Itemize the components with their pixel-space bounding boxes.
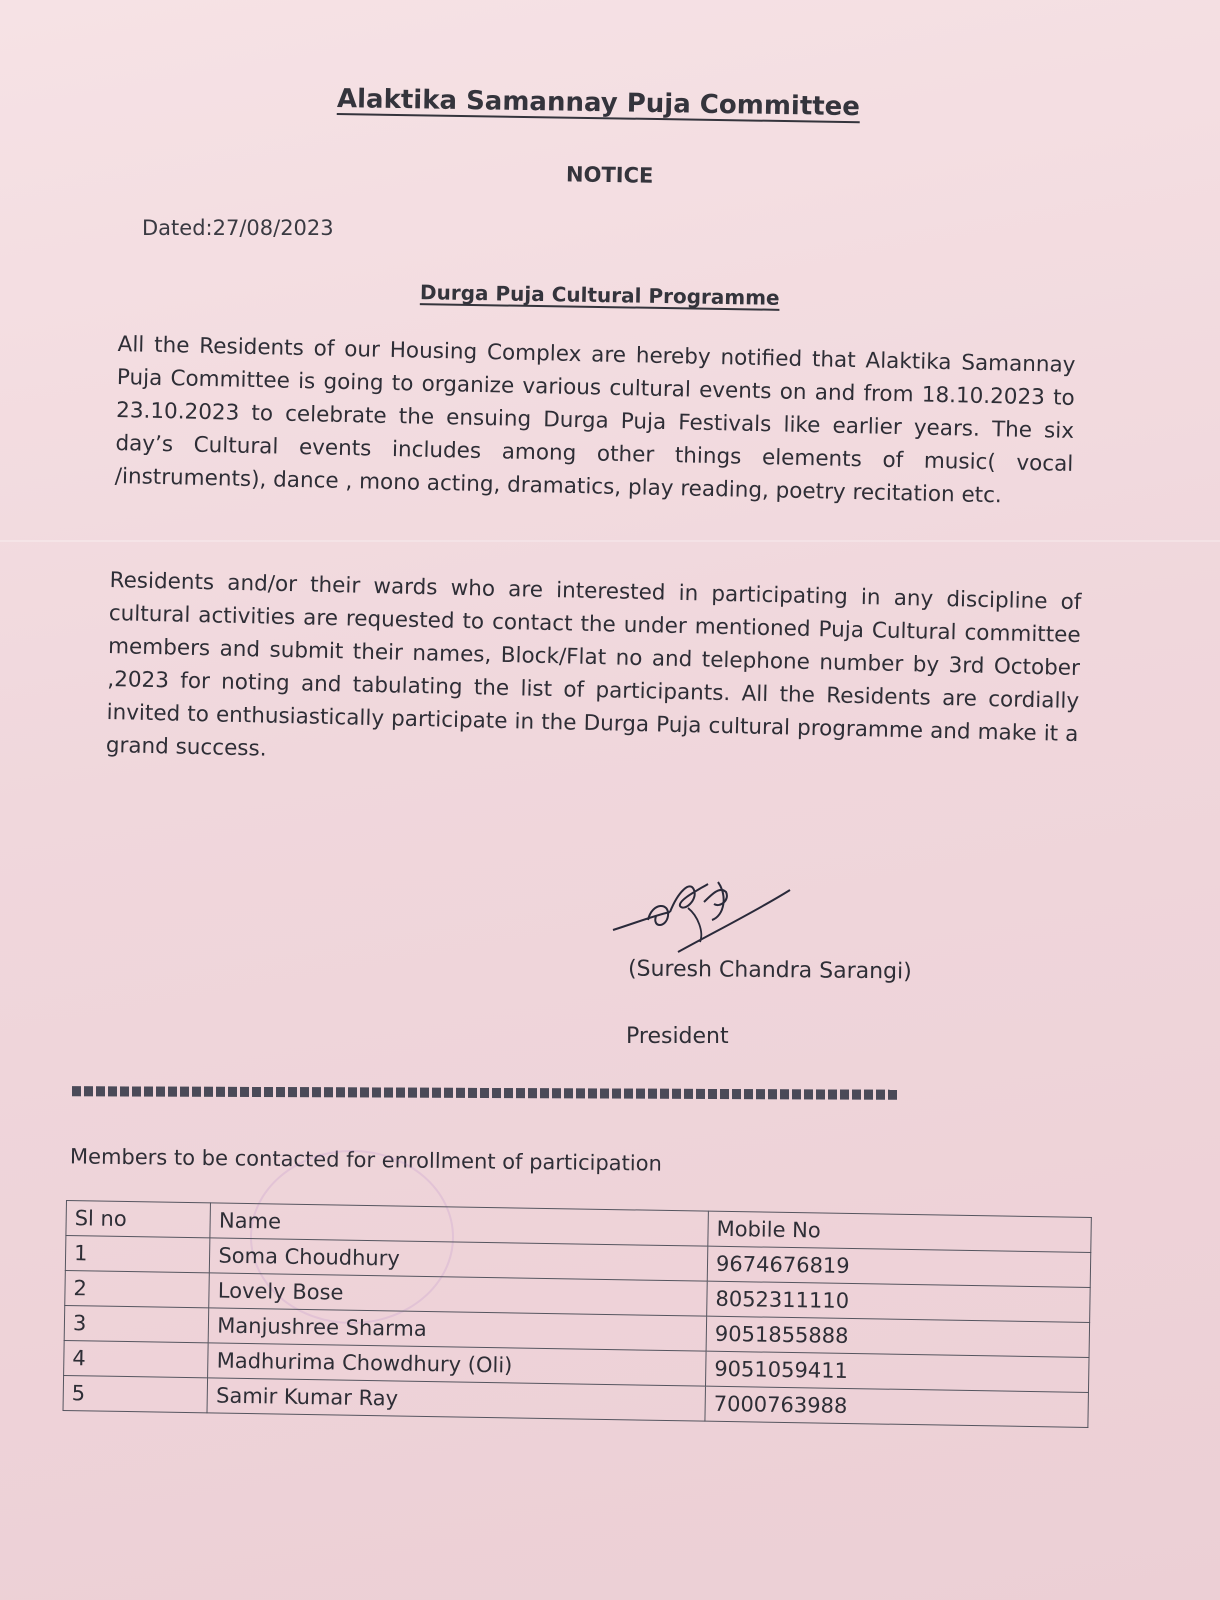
cell-sl: 1 bbox=[65, 1236, 210, 1273]
paper-crease bbox=[0, 540, 1220, 542]
cell-mobile: 8052311110 bbox=[707, 1281, 1091, 1322]
programme-title: Durga Puja Cultural Programme bbox=[419, 280, 780, 310]
separator-line bbox=[72, 1086, 898, 1100]
signatory-role: President bbox=[626, 1024, 729, 1049]
cell-sl: 2 bbox=[65, 1270, 210, 1307]
cell-sl: 5 bbox=[63, 1375, 208, 1412]
cell-sl: 4 bbox=[64, 1340, 209, 1377]
cell-sl: 3 bbox=[64, 1305, 209, 1342]
notice-paragraph-1: All the Residents of our Housing Complex are hereby notified that Alaktika Samannay Puja Committee is going to organize various cultural events on and from 18.10.2023 to 23.10.2023 to celebrate the ensuing Durga Puja Festivals like earlier years. The six day’s Cultural events includes among other things elements of music( vocal /instruments), dance , mono acting, dramatics, play reading, poetry recitation etc. bbox=[114, 331, 1076, 509]
notice-label: NOTICE bbox=[565, 162, 654, 188]
cell-name: Soma Choudhury bbox=[210, 1238, 708, 1281]
column-header-name: Name bbox=[210, 1203, 708, 1246]
cell-name: Lovely Bose bbox=[209, 1273, 707, 1316]
notice-date: Dated:27/08/2023 bbox=[142, 216, 334, 240]
organization-title: Alaktika Samannay Puja Committee bbox=[336, 84, 861, 123]
column-header-mobile: Mobile No bbox=[708, 1211, 1092, 1252]
cell-name: Manjushree Sharma bbox=[209, 1308, 707, 1351]
cell-mobile: 9051059411 bbox=[706, 1351, 1090, 1392]
cell-mobile: 7000763988 bbox=[705, 1386, 1089, 1427]
cell-mobile: 9674676819 bbox=[707, 1246, 1091, 1287]
cell-name: Madhurima Chowdhury (Oli) bbox=[208, 1343, 706, 1386]
members-table-wrapper bbox=[63, 1200, 1092, 1428]
notice-paragraph-2: Residents and/or their wards who are interested in participating in any discipline of cultural activities are requested to contact the under mentioned Puja Cultural committee members and submit their names, Block/Flat no and telephone number by 3rd October ,2023 for noting and tabulating the list of participants. All the Residents are cordially invited to enthusiastically participate in the Durga Puja cultural programme and make it a grand success. bbox=[105, 567, 1082, 762]
signatory-name: (Suresh Chandra Sarangi) bbox=[627, 956, 912, 985]
signature-icon bbox=[608, 872, 798, 962]
members-table bbox=[63, 1200, 1092, 1428]
cell-mobile: 9051855888 bbox=[706, 1316, 1090, 1357]
cell-name: Samir Kumar Ray bbox=[207, 1378, 705, 1421]
column-header-sl: Sl no bbox=[66, 1201, 211, 1238]
members-heading: Members to be contacted for enrollment of participation bbox=[69, 1144, 663, 1176]
